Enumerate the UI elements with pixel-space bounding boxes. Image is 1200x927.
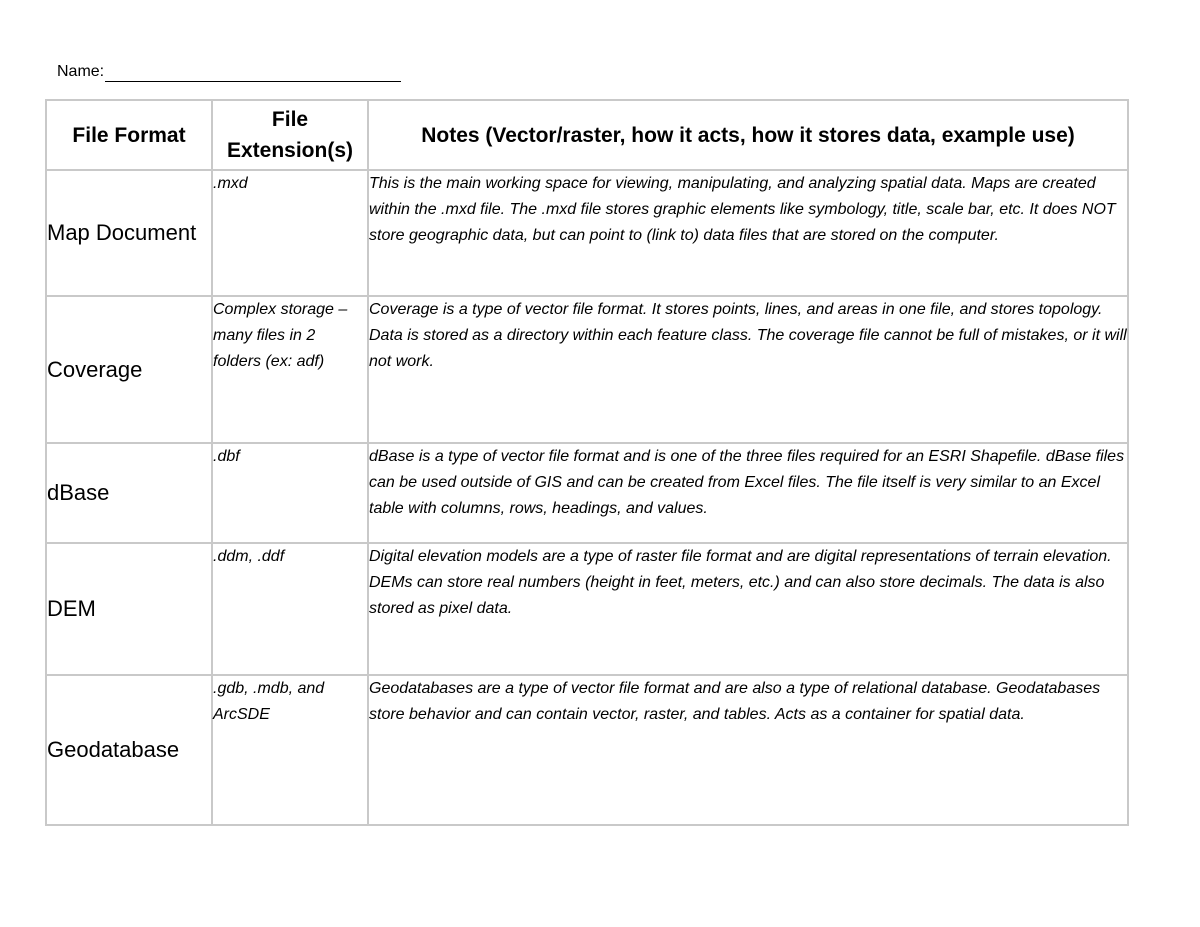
table-row [46,443,1128,543]
notes-cell: Geodatabases are a type of vector file format and are also a type of relational database. Geodatabases store behavior and can contain vector, raster, and tables. Acts as a container for spatial data. [368,675,1128,825]
extension-cell: .mxd [212,170,368,296]
format-cell: DEM [46,543,212,675]
header-row [46,100,1128,170]
notes-cell: This is the main working space for viewing, manipulating, and analyzing spatial data. Maps are created within the .mxd file. The .mxd file stores graphic elements like symbology, title, scale bar, etc. It does NOT store geographic data, but can point to (link to) data files that are stored on the computer. [368,170,1128,296]
extension-cell: .ddm, .ddf [212,543,368,675]
table-row [46,170,1128,296]
extension-cell: .dbf [212,443,368,543]
extension-cell: .gdb, .mdb, and ArcSDE [212,675,368,825]
header-file-format: File Format [46,100,212,170]
name-blank-line [105,63,401,82]
notes-cell: Coverage is a type of vector file format. It stores points, lines, and areas in one file, and stores topology. Data is stored as a directory within each feature class. The coverage file cannot be full of mistakes, or it will not work. [368,296,1128,443]
table-row [46,543,1128,675]
format-cell: Coverage [46,296,212,443]
name-label: Name: [57,63,105,80]
format-cell: Map Document [46,170,212,296]
format-cell: Geodatabase [46,675,212,825]
header-notes: Notes (Vector/raster, how it acts, how it stores data, example use) [368,100,1128,170]
name-field [57,58,401,82]
extension-cell: Complex storage – many files in 2 folders (ex: adf) [212,296,368,443]
header-file-extension: File Extension(s) [212,100,368,170]
format-cell: dBase [46,443,212,543]
table-row [46,296,1128,443]
file-format-table [45,99,1129,826]
table-row [46,675,1128,825]
notes-cell: Digital elevation models are a type of raster file format and are digital representations of terrain elevation. DEMs can store real numbers (height in feet, meters, etc.) and can also store decimals. The data is also stored as pixel data. [368,543,1128,675]
notes-cell: dBase is a type of vector file format and is one of the three files required for an ESRI Shapefile. dBase files can be used outside of GIS and can be created from Excel files. The file itself is very similar to an Excel table with columns, rows, headings, and values. [368,443,1128,543]
